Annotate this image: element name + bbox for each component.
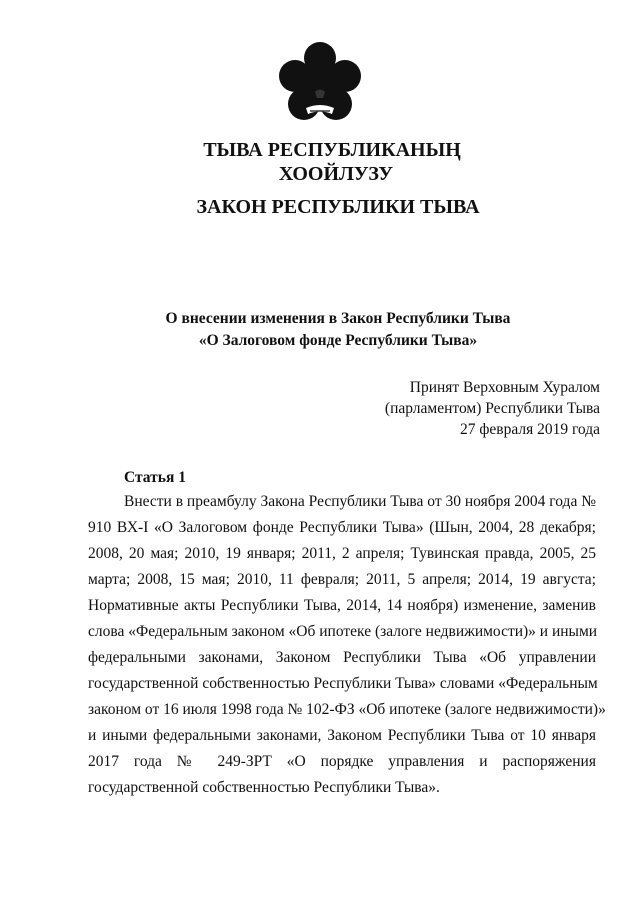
article-line: Нормативные акты Республики Тыва, 2014, 14 ноября) изменение, заменив: [88, 597, 596, 614]
header-native-line-1: ТЫВА РЕСПУБЛИКАНЫҢ: [203, 139, 461, 161]
article-line: Внести в преамбулу Закона Республики Тыва от 30 ноября 2004 года №: [124, 493, 596, 510]
header-native-line-2: ХООЙЛУЗУ: [278, 163, 394, 185]
coat-of-arms-emblem: [277, 42, 363, 128]
article-line: 2008, 20 мая; 2010, 19 января; 2011, 2 апреля; Тувинская правда, 2005, 25: [88, 545, 596, 562]
article-line: федеральными законами, Законом Республики Тыва «Об управлении: [88, 649, 596, 666]
adoption-date: 27 февраля 2019 года: [459, 421, 600, 438]
article-line: законом от 16 июля 1998 года № 102-ФЗ «Об ипотеке (залоге недвижимости)»: [88, 701, 606, 718]
article-line: государственной собственностью Республики Тыва».: [88, 779, 440, 796]
article-line: 910 ВХ-I «О Залоговом фонде Республики Тыва» (Шын, 2004, 28 декабря;: [88, 519, 596, 536]
law-title-line-2: «О Залоговом фонде Республики Тыва»: [198, 332, 478, 349]
article-line: государственной собственностью Республики Тыва» словами «Федеральным: [88, 675, 598, 692]
article-line: 2017 года № 249-ЗРТ «О порядке управления и распоряжения: [88, 753, 596, 770]
adopted-by-line-2: (парламентом) Республики Тыва: [384, 400, 600, 417]
article-line: слова «Федеральным законом «Об ипотеке (залоге недвижимости)» и иными: [88, 623, 598, 640]
article-line: и иными федеральными законами, Законом Республики Тыва от 10 января: [88, 727, 596, 744]
law-title-line-1: О внесении изменения в Закон Республики Тыва: [165, 310, 511, 327]
article-heading: Статья 1: [124, 469, 186, 486]
document-title: ЗАКОН РЕСПУБЛИКИ ТЫВА: [196, 196, 480, 218]
article-line: марта; 2008, 15 мая; 2010, 11 февраля; 2011, 5 апреля; 2014, 19 августа;: [88, 571, 596, 588]
adopted-by-line-1: Принят Верховным Хуралом: [409, 379, 600, 396]
